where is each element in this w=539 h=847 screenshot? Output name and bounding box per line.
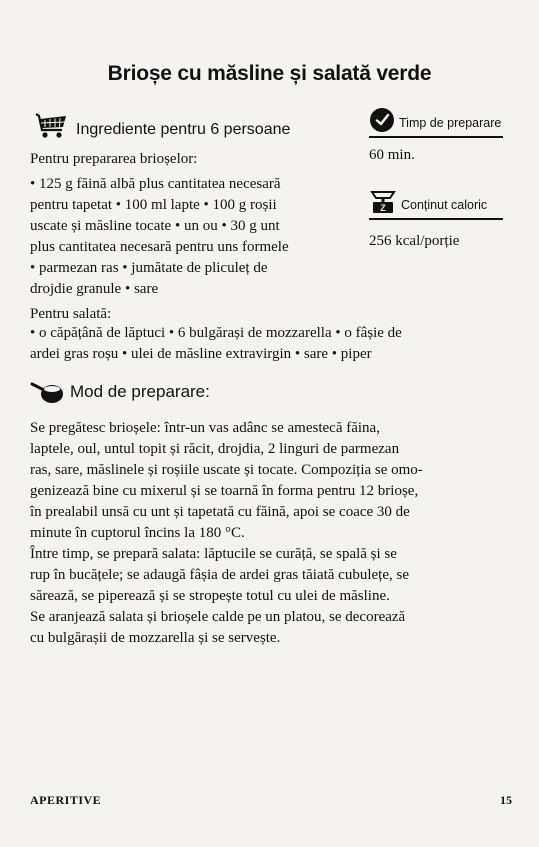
method-line: Se pregătesc brioșele: într-un vas adânc se amestecă făina, <box>30 420 380 436</box>
time-divider <box>369 136 503 138</box>
ingredient-line: plus cantitatea necesară pentru uns formele <box>30 239 289 255</box>
page-number: 15 <box>500 793 512 807</box>
section-name: APERITIVE <box>30 793 102 807</box>
ingredient-line: • parmezan ras • jumătate de pliculeț de <box>30 260 268 276</box>
svg-text:Z: Z <box>380 203 386 213</box>
method-heading-label: Mod de preparare: <box>70 382 210 401</box>
shopping-cart-icon <box>30 110 70 140</box>
method-text <box>30 418 512 649</box>
time-heading <box>369 107 501 133</box>
method-line: sărează, se piperează și se stropește totul cu ulei de măsline. <box>30 588 390 604</box>
method-heading <box>30 380 210 404</box>
brioche-ingredients <box>30 174 350 300</box>
method-line: genizează bine cu mixerul și se toarnă în forma pentru 12 brioșe, <box>30 483 419 499</box>
calories-divider <box>369 218 503 220</box>
method-line: ras, sare, măslinele și roșiile uscate și tocate. Compoziția se omo- <box>30 462 423 478</box>
ingredients-heading-label: Ingrediente pentru 6 persoane <box>76 121 291 138</box>
ingredient-line: drojdie granule • sare <box>30 281 159 297</box>
calories-heading <box>369 186 487 214</box>
ingredient-line: • 125 g făină albă plus cantitatea necesară <box>30 176 281 192</box>
brioche-intro: Pentru prepararea brioșelor: <box>30 151 198 167</box>
method-line: Între timp, se prepară salata: lăptucile se curăță, se spală și se <box>30 546 397 562</box>
method-line: minute în cuptorul încins la 180 °C. <box>30 525 245 541</box>
method-line: cu bulgărașii de mozzarella și se servește. <box>30 630 281 646</box>
scale-icon <box>369 186 397 214</box>
method-line: rup în bucățele; se adaugă fâșia de ardei gras tăiată cubulețe, se <box>30 567 409 583</box>
salad-ingredients <box>30 323 512 365</box>
method-line: în prealabil unsă cu unt și tapetată cu făină, apoi se coace 30 de <box>30 504 410 520</box>
time-heading-label: Timp de preparare <box>399 116 502 130</box>
calories-heading-label: Conținut caloric <box>401 198 488 212</box>
ingredient-line: • o căpățână de lăptuci • 6 bulgărași de mozzarella • o fâșie de <box>30 325 402 341</box>
calories-value: 256 kcal/porție <box>369 233 460 249</box>
clock-icon <box>369 107 395 133</box>
time-value: 60 min. <box>369 147 415 163</box>
method-line: laptele, oul, untul topit și răcit, drojdia, 2 linguri de parmezan <box>30 441 400 457</box>
ingredient-line: ardei gras roșu • ulei de măsline extravirgin • sare • piper <box>30 346 372 362</box>
salad-intro: Pentru salată: <box>30 306 112 322</box>
pan-icon <box>30 380 64 404</box>
method-line: Se aranjează salata și brioșele calde pe un platou, se decorează <box>30 609 406 625</box>
recipe-title: Brioșe cu măsline și salată verde <box>107 62 432 85</box>
ingredients-heading <box>30 110 290 140</box>
ingredient-line: uscate și măsline tocate • un ou • 30 g unt <box>30 218 280 234</box>
ingredient-line: pentru tapetat • 100 ml lapte • 100 g roșii <box>30 197 277 213</box>
